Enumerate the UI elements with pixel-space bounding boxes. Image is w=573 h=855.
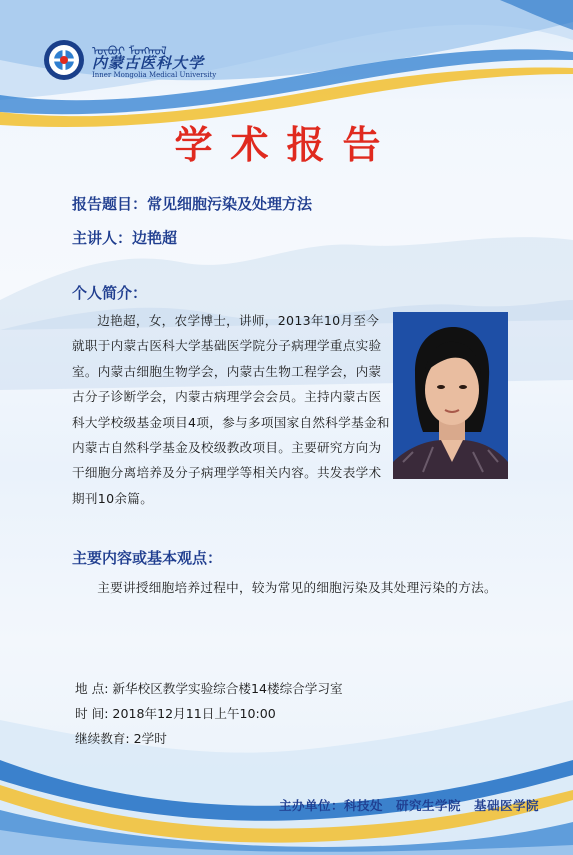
school-name-english: Inner Mongolia Medical University — [92, 71, 217, 79]
school-name: 内蒙古医科大学 — [92, 54, 205, 72]
main-points-heading: 主要内容或基本观点： — [72, 549, 223, 567]
report-topic: 报告题目：常见细胞污染及处理方法 — [72, 195, 313, 213]
location-line: 地 点: 新华校区教学实验综合楼14楼综合学习室 — [75, 681, 343, 696]
school-name-mongolian: ᠥᠪᠦᠷ ᠮᠣᠩᠭᠣᠯ — [92, 44, 167, 58]
organizer-line: 主办单位：科技处 研究生学院 基础医学院 — [278, 798, 539, 813]
poster-title: 学术报告 — [174, 122, 399, 167]
report-speaker: 主讲人：边艳超 — [72, 229, 178, 247]
profile-text: 边艳超，女，农学博士，讲师，2013年10月至今就职于内蒙古医科大学基础医学院分子病理学重点实验室。内蒙古细胞生物学会，内蒙古生物工程学会，内蒙古分子诊断学会，内蒙古病理学会会员。主持内蒙古医科大学校级基金项目4项，参与多项国家自然科学基金和内蒙古自然科学基金及校级教改项目。主要研究方向为干细胞分离培养及分子病理学等相关内容。共发表学术期刊10余篇。 — [72, 313, 390, 506]
time-line: 时 间: 2018年12月11日上午10:00 — [75, 706, 276, 721]
university-emblem-icon — [42, 38, 86, 82]
profile-heading: 个人简介： — [72, 284, 148, 302]
main-points-text: 主要讲授细胞培养过程中，较为常见的细胞污染及其处理污染的方法。 — [97, 580, 497, 595]
speaker-photo — [393, 312, 508, 479]
credit-line: 继续教育: 2学时 — [75, 731, 167, 746]
